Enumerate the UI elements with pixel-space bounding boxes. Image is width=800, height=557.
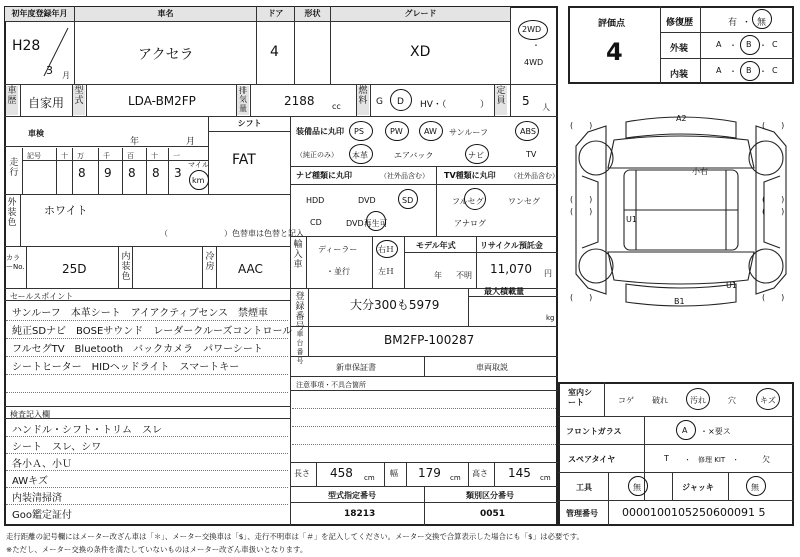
grade: XD <box>410 44 431 60</box>
capacity-unit: 人 <box>542 103 550 112</box>
spare-label: スペアタイヤ <box>568 455 616 464</box>
fuel-g: G <box>376 97 383 107</box>
displacement: 2188 <box>284 94 315 108</box>
vehicle-use: 自家用 <box>28 96 65 110</box>
digit-label: 一 <box>173 152 180 160</box>
max-load-label: 最大積載量 <box>484 287 524 296</box>
repair-no: 無 <box>757 18 767 28</box>
mgmt-number: 0000100105250600091 5 <box>622 506 766 519</box>
height-label: 高さ <box>472 469 488 478</box>
mileage-digit: 8 <box>152 166 160 180</box>
svg-text:( ): ( ) <box>762 293 785 302</box>
type-no: 18213 <box>344 509 376 519</box>
windshield-label: フロントガラス <box>566 427 622 436</box>
capacity: 5 <box>522 94 530 108</box>
svg-text:( ): ( ) <box>762 121 785 130</box>
equipment-item: PW <box>390 127 403 136</box>
digit-label: 十 <box>151 152 158 160</box>
model-year-label: モデル年式 <box>416 241 456 250</box>
doors: 4 <box>270 44 279 60</box>
interior-seat-label: 室内シート <box>568 388 592 407</box>
seat-item: 破れ <box>652 396 668 405</box>
capacity-label: 定員 <box>495 86 507 115</box>
drive-4wd: 4WD <box>524 58 544 67</box>
tv-oneseg: ワンセグ <box>508 197 540 206</box>
inspector-note-line: 内装清掃済 <box>12 493 62 504</box>
mileage-label: 走行 <box>9 158 19 178</box>
month-unit: 月 <box>62 71 70 80</box>
owner-manual: 車両取説 <box>476 363 508 372</box>
model-year-unknown: 不明 <box>456 271 472 280</box>
km-unit: km <box>192 176 205 185</box>
car-name: アクセラ <box>138 47 194 63</box>
repair-yes: 有 <box>728 18 738 28</box>
footer-line-2: ※ただし、メーター交換の条件を満たしていないものはメーター改ざん車扱いとなります。 <box>6 545 308 554</box>
digit-label: 千 <box>103 152 110 160</box>
mile-label: マイル <box>188 161 209 169</box>
equipment-item: ABS <box>520 127 536 136</box>
tools-value: 無 <box>633 483 641 492</box>
svg-text:( ): ( ) <box>570 293 593 302</box>
inspector-note-line: Goo鑑定証付 <box>12 510 72 521</box>
door-label: ドア <box>257 7 294 22</box>
type-no-label: 型式指定番号 <box>328 491 376 500</box>
svg-text:U1: U1 <box>626 215 637 224</box>
registration-label: 登録番号 <box>295 292 305 332</box>
kg-unit: kg <box>546 314 555 322</box>
digit-label: 百 <box>127 152 134 160</box>
seat-item: コゲ <box>618 396 634 405</box>
model-year-year: 年 <box>434 271 442 280</box>
equipment-item: 本革 <box>352 151 368 160</box>
score-grade: C <box>772 40 778 49</box>
import-label: 輸入車 <box>293 240 303 270</box>
car-name-label: 車名 <box>75 7 256 22</box>
equipment-item: PS <box>354 127 364 136</box>
score-grade: B <box>746 40 752 49</box>
spare-t: T <box>664 454 669 463</box>
import-dealer: ディーラー <box>318 245 358 254</box>
tv-label: TV種類に丸印 <box>444 171 496 180</box>
left-hand: 左Ｈ <box>378 267 394 276</box>
spare-kit: ・ 修理 KIT ・ <box>684 456 740 464</box>
digit-label: 万 <box>77 152 84 160</box>
navi-dvd: DVD <box>358 196 376 205</box>
score-grade: B <box>746 66 752 75</box>
class-no-label: 類別区分番号 <box>466 491 514 500</box>
width-label: 幅 <box>390 469 398 478</box>
import-parallel: ・並行 <box>326 267 350 276</box>
shift: FAT <box>232 152 256 168</box>
inspector-note-line: ハンドル・シフト・トリム スレ <box>12 425 162 436</box>
equipment-sub: （純正のみ） <box>296 151 338 159</box>
sales-points-label: セールスポイント <box>10 292 74 301</box>
equipment-item: ナビ <box>468 151 484 160</box>
fuel-hv: HV・（ <box>420 100 447 110</box>
registration-value: 大分300も5979 <box>350 298 440 312</box>
score-label: 評価点 <box>598 19 626 29</box>
svg-text:B1: B1 <box>674 297 685 306</box>
equipment-item: AW <box>424 127 437 136</box>
interior-score-label: 内装 <box>670 70 689 80</box>
vehicle-condition-sheet: 初年度登録年月 車名 ドア 形状 グレード H28 3 月 アクセラ 4 XD 2WD ・ 4WD 車歴 自家用 型式 LDA-BM2FP 排気量 2188 cc 燃料 G D HV・（ ） 定員 5 人 車検 年 月 走行 記号 十 万 千 百 十 一 8 9 8 8 3 マイル km シフト FAT 外装色 ホワイト （ ）色替車は色替と記入 カラーNo. 25D 内装色 冷房 AAC 装備品に丸印 （純正のみ） PS PW AW サンルーフ ABS 本革 エアバック ナビ TV ナビ種類に丸印 （社外品含む） TV種類に丸印 （社外品含む） HDD DVD SD CD DVD再生可 フルセグ ワンセグ アナログ 輸入車 ディーラー ・並行 右Ｈ 左Ｈ モデル年式 年 不明 リサイクル預託金 11,070 円 セールスポイント サンルーフ 本革シート アイアクティブセンス 禁煙車 純正SDナビ BOSEサウンド レーダークルーズコントロール フルセグTV Bluetooth バックカメラ パワーシート シートヒーター HIDヘッドライト スマートキー 検査記入欄 ハンドル・シフト・トリム スレ シート スレ、シワ 各小Ａ、小Ｕ AWキズ 内装清掃済 Goo鑑定証付 登録番号 大分300も5979 最大積載量 kg 車台番号 BM2FP-100287 新車保証書 車両取説 注意事項・不具合箇所 長さ 458 cm 幅 179 cm 高さ 145 cm 型式指定番号 類別区分番号 18213 0051 評価点 4 修復歴 有 ・ 無 外装 内装 A ・ B ・ C A ・ B ・ C ( ) ( ) ( ) ( ) ( ) ( ) ( ) ( ) A2 小右 U1 U1 B1 室内シート コゲ 破れ 汚れ 穴 キズ フロントガラス A ・×要ス スペアタイヤ T ・ 修理 KIT ・ 欠 工具 無 ジャッキ 無 管理番号 0000100105250600091 5 走行距離の記号欄にはメーター改ざん車は「＊」、メーター交換車は「$」、走行不明車は「＃」を記入してください。メーター交換で合算表示した場合にも「$」は必要です。 ※ただし、メーター交換の条件を満たしていないものはメーター改ざん車扱いとなります。 <box>0 0 800 557</box>
interior-color-label: 内装色 <box>121 252 131 282</box>
windshield-x: ・×要ス <box>700 427 731 436</box>
grade-label: グレード <box>331 7 510 22</box>
svg-text:( ): ( ) <box>762 207 785 216</box>
exterior-score-label: 外装 <box>670 44 689 54</box>
tools-label: 工具 <box>576 483 592 492</box>
first-reg-month: 3 <box>46 64 53 77</box>
svg-text:( ): ( ) <box>570 207 593 216</box>
length: 458 <box>330 466 353 480</box>
color-code: 25D <box>62 262 87 276</box>
first-reg-label: 初年度登録年月 <box>5 7 74 22</box>
shift-label: シフト <box>209 117 290 132</box>
svg-text:U1: U1 <box>726 281 737 290</box>
spare-none: 欠 <box>762 455 770 464</box>
vehicle-use-label: 車歴 <box>6 86 18 115</box>
shaken-year: 年 <box>130 137 140 147</box>
mileage-digit: 9 <box>104 166 112 180</box>
shaken-label: 車検 <box>28 129 44 138</box>
drive-2wd: 2WD <box>522 25 542 34</box>
ac: AAC <box>238 262 263 276</box>
jack-label: ジャッキ <box>682 483 714 492</box>
score-grade: C <box>772 66 778 75</box>
tv-analog: アナログ <box>454 219 486 228</box>
class-no: 0051 <box>480 509 506 519</box>
model: LDA-BM2FP <box>128 94 196 108</box>
score-value: 4 <box>606 38 623 66</box>
equipment-item: エアバック <box>394 151 434 160</box>
mgmt-label: 管理番号 <box>566 509 598 518</box>
seat-item: 穴 <box>728 396 736 405</box>
width: 179 <box>418 466 441 480</box>
inspector-note-line: シート スレ、シワ <box>12 442 102 453</box>
first-reg-era: H28 <box>12 38 41 54</box>
chassis-label: 車台番号 <box>296 330 304 365</box>
shaken-month: 月 <box>186 137 196 147</box>
tv-fullseg: フルセグ <box>452 197 484 206</box>
sales-point-line: フルセグTV Bluetooth バックカメラ パワーシート <box>12 344 263 355</box>
height: 145 <box>508 466 531 480</box>
navi-cd: CD <box>310 218 322 227</box>
length-label: 長さ <box>294 469 310 478</box>
digit-label: 記号 <box>27 152 41 160</box>
sales-point-line: シートヒーター HIDヘッドライト スマートキー <box>12 362 240 373</box>
inspector-note-line: 各小Ａ、小Ｕ <box>12 459 72 470</box>
equipment-label: 装備品に丸印 <box>296 127 344 136</box>
right-hand: 右Ｈ <box>378 245 394 254</box>
recycle-label: リサイクル預託金 <box>480 241 543 250</box>
recycle-unit: 円 <box>544 269 552 278</box>
color-code-label: カラーNo. <box>6 254 25 271</box>
inspector-note-line: AWキズ <box>12 476 48 487</box>
svg-text:A2: A2 <box>676 114 687 123</box>
model-label: 型式 <box>73 86 85 115</box>
mileage-digit: 8 <box>78 166 86 180</box>
svg-text:( ): ( ) <box>570 121 593 130</box>
fuel-label: 燃料 <box>357 86 369 115</box>
svg-text:( ): ( ) <box>570 195 593 204</box>
seat-item: 汚れ <box>690 396 706 405</box>
equipment-item: TV <box>526 150 537 159</box>
navi-dvd-play: DVD再生可 <box>346 219 388 228</box>
notes-label: 注意事項・不具合箇所 <box>296 381 366 389</box>
sales-point-line: 純正SDナビ BOSEサウンド レーダークルーズコントロール <box>12 326 293 337</box>
windshield-a: A <box>682 426 688 435</box>
sales-point-line: サンルーフ 本革シート アイアクティブセンス 禁煙車 <box>12 308 269 319</box>
chassis: BM2FP-100287 <box>384 333 475 347</box>
navi-hdd: HDD <box>306 196 325 205</box>
repair-label: 修復歴 <box>666 18 694 28</box>
ac-label: 冷房 <box>205 252 215 272</box>
new-warranty: 新車保証書 <box>336 363 376 372</box>
cc-unit: cc <box>332 102 341 111</box>
score-grade: A <box>716 66 722 75</box>
equipment-item: サンルーフ <box>449 128 488 137</box>
seat-item: キズ <box>760 396 776 405</box>
jack-value: 無 <box>751 483 759 492</box>
svg-text:小右: 小右 <box>692 167 708 176</box>
displacement-label: 排気量 <box>239 86 247 113</box>
tv-sub: （社外品含む） <box>510 172 559 180</box>
exterior-color: ホワイト <box>44 204 88 217</box>
navi-sd: SD <box>402 196 414 205</box>
exterior-color-label: 外装色 <box>7 198 17 228</box>
fuel-d: D <box>397 97 404 107</box>
footer-line-1: 走行距離の記号欄にはメーター改ざん車は「＊」、メーター交換車は「$」、走行不明車は「＃」を記入してください。メーター交換で合算表示した場合にも「$」は必要です。 <box>6 532 584 541</box>
repaint-note: （ ）色替車は色替と記入 <box>160 229 304 238</box>
inspector-notes-label: 検査記入欄 <box>10 410 50 419</box>
score-grade: A <box>716 40 722 49</box>
svg-text:( ): ( ) <box>762 195 785 204</box>
navi-label: ナビ種類に丸印 <box>296 171 352 180</box>
recycle-value: 11,070 <box>490 262 532 276</box>
mileage-digit: 3 <box>174 166 182 180</box>
digit-label: 十 <box>61 152 68 160</box>
body-type-label: 形状 <box>295 7 330 22</box>
mileage-digit: 8 <box>128 166 136 180</box>
navi-sub: （社外品含む） <box>380 172 429 180</box>
car-damage-diagram <box>566 106 796 316</box>
